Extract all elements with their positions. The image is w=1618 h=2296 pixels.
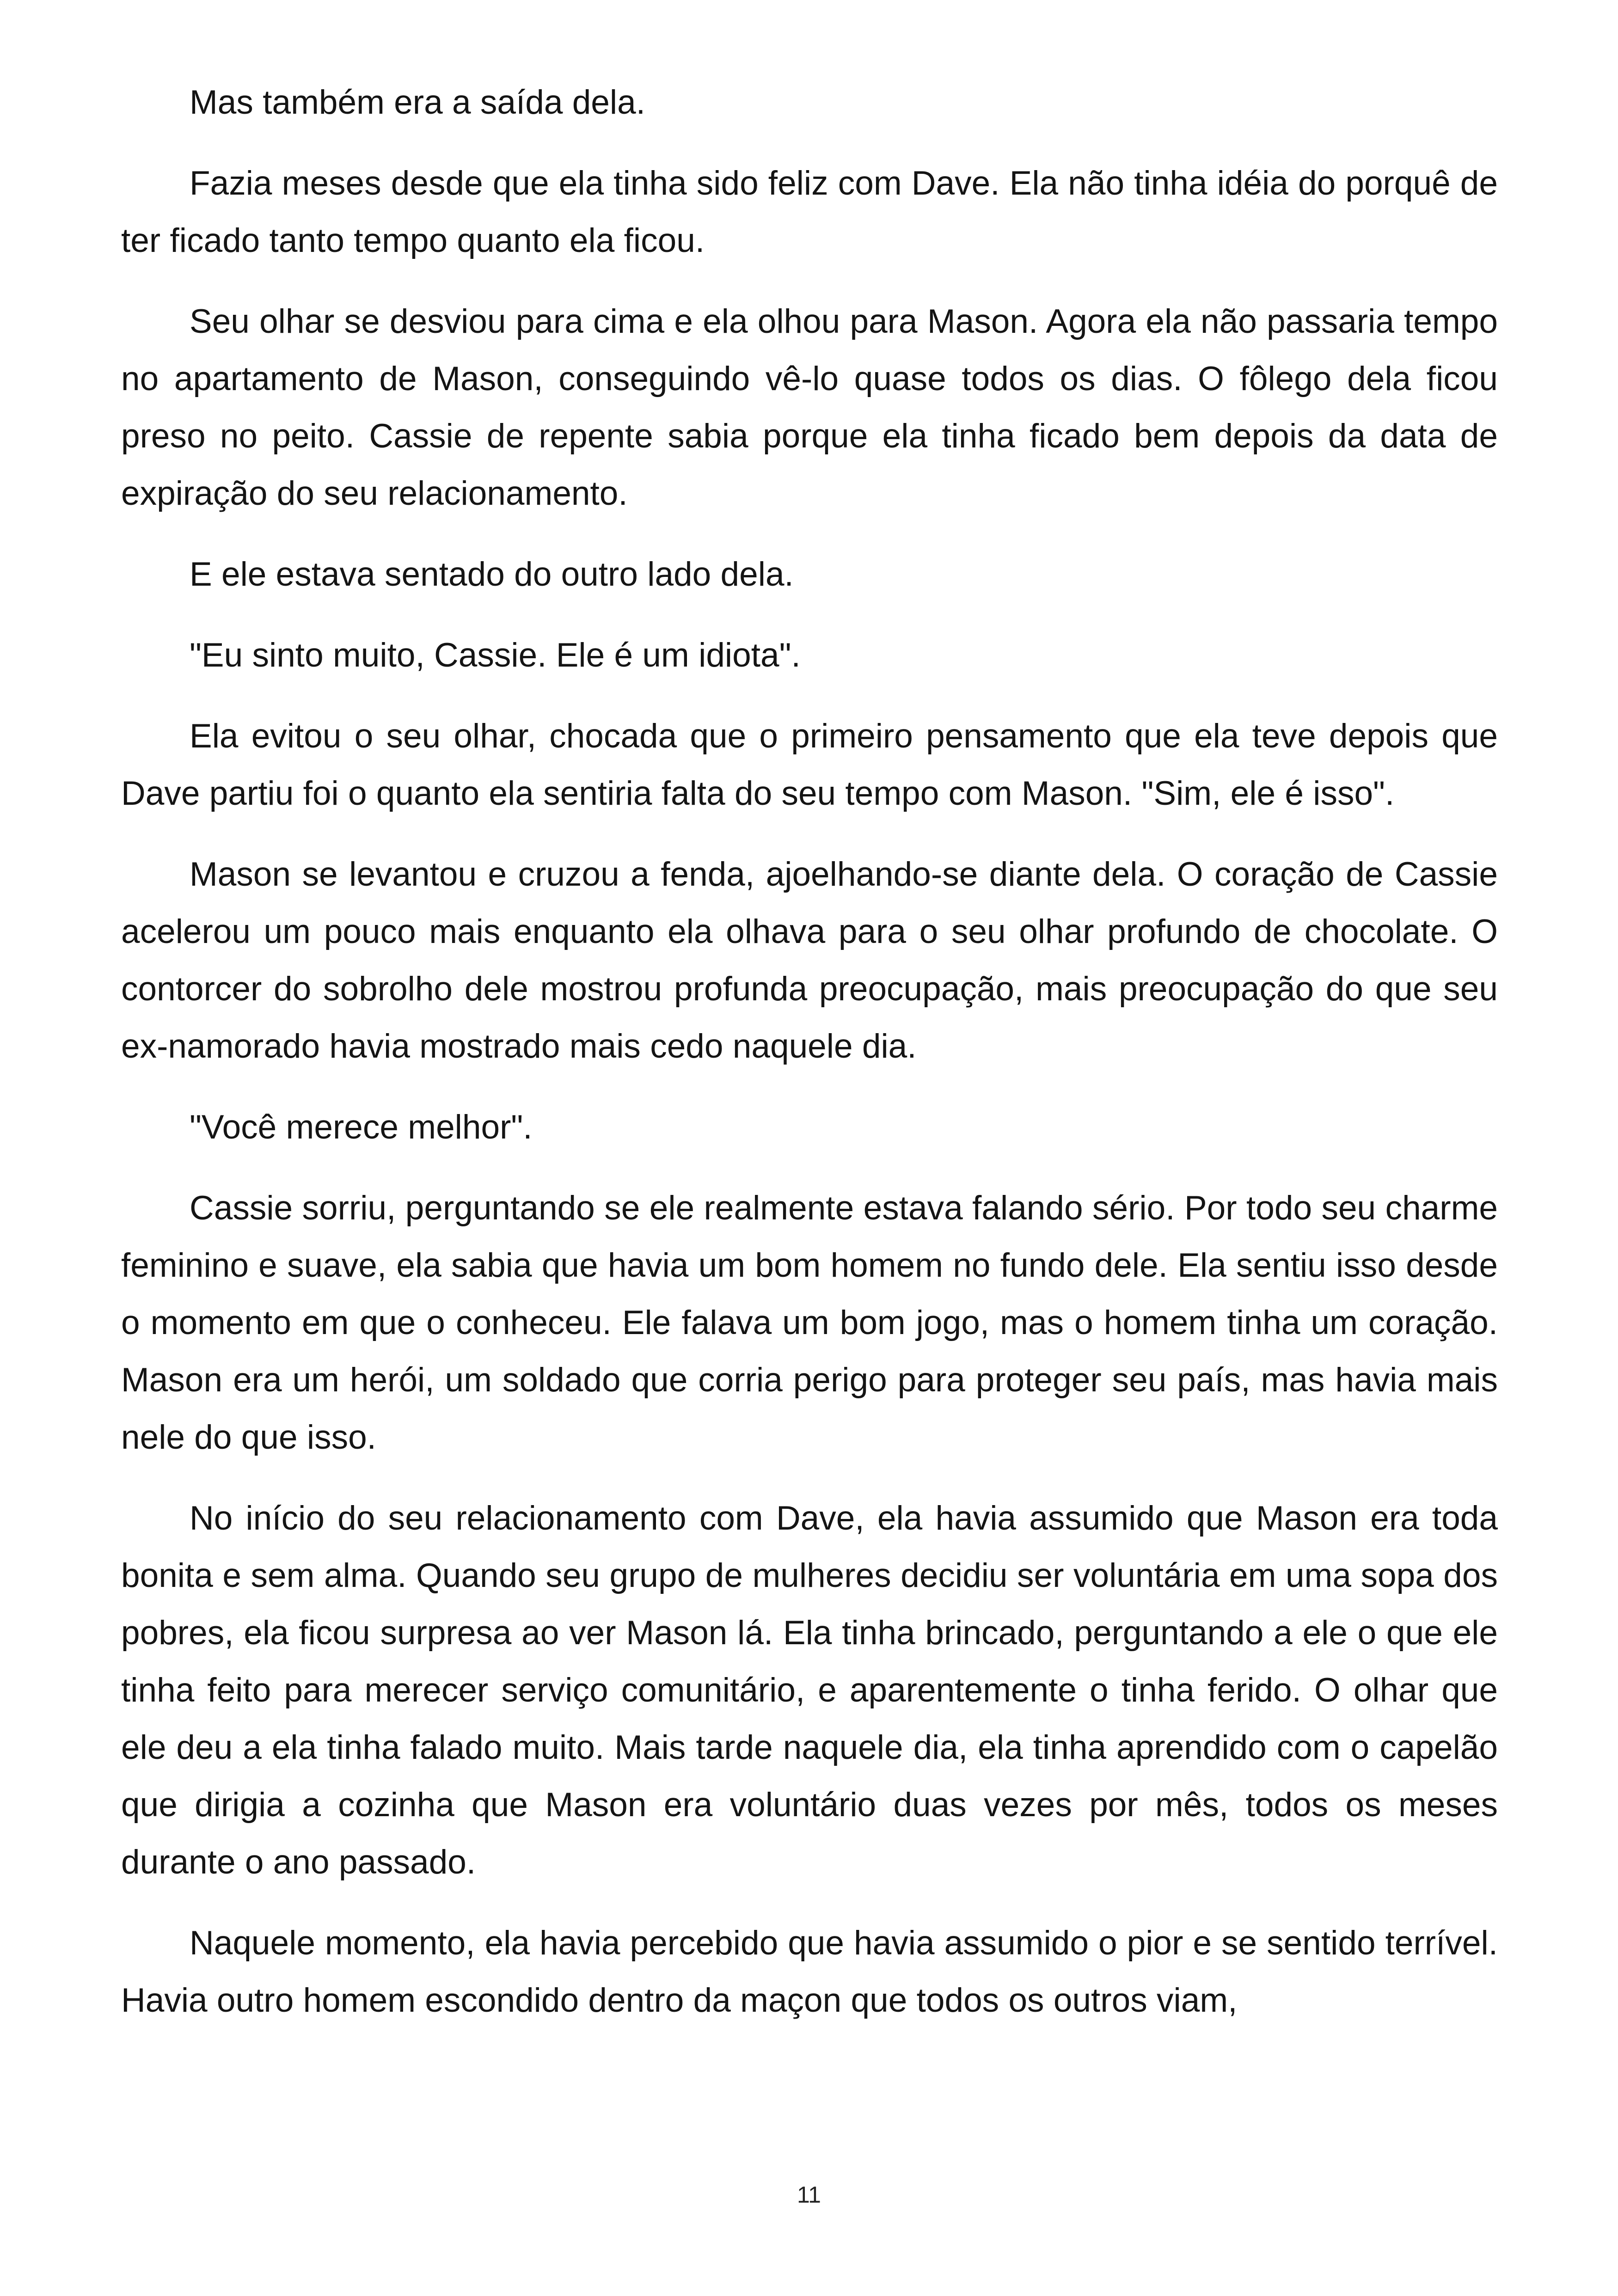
paragraph: Mas também era a saída dela. [190, 84, 645, 121]
paragraph: Fazia meses desde que ela tinha sido feliz com Dave. Ela não tinha idéia do porquê de ter ficado tanto tempo quanto ela ficou. [121, 165, 1498, 259]
paragraph: Mason se levantou e cruzou a fenda, ajoelhando-se diante dela. O coração de Cassie acelerou um pouco mais enquanto ela olhava para o seu olhar profundo de chocolate. O contorcer do sobrolho dele mostrou profunda preocupação, mais preocupação do que seu ex-namorado havia mostrado mais cedo naquele dia. [121, 856, 1498, 1065]
paragraph: E ele estava sentado do outro lado dela. [190, 556, 794, 593]
paragraph: Ela evitou o seu olhar, chocada que o primeiro pensamento que ela teve depois que Dave partiu foi o quanto ela sentiria falta do seu tempo com Mason. "Sim, ele é isso". [121, 717, 1498, 812]
paragraph: "Eu sinto muito, Cassie. Ele é um idiota". [190, 637, 801, 674]
body-text [121, 74, 1498, 2053]
page-number: 11 [797, 2182, 821, 2208]
paragraph: No início do seu relacionamento com Dave, ela havia assumido que Mason era toda bonita e sem alma. Quando seu grupo de mulheres decidiu ser voluntária em uma sopa dos pobres, ela ficou surpresa ao ver Mason lá. Ela tinha brincado, perguntando a ele o que ele tinha feito para merecer serviço comunitário, e aparentemente o tinha ferido. O olhar que ele deu a ela tinha falado muito. Mais tarde naquele dia, ela tinha aprendido com o capelão que dirigia a cozinha que Mason era voluntário duas vezes por mês, todos os meses durante o ano passado. [121, 1500, 1498, 1881]
paragraph: Naquele momento, ela havia percebido que havia assumido o pior e se sentido terrível. Havia outro homem escondido dentro da maçon que todos os outros viam, [121, 1924, 1498, 2019]
paragraph: "Você merece melhor". [190, 1108, 533, 1146]
paragraph: Seu olhar se desviou para cima e ela olhou para Mason. Agora ela não passaria tempo no apartamento de Mason, conseguindo vê-lo quase todos os dias. O fôlego dela ficou preso no peito. Cassie de repente sabia porque ela tinha ficado bem depois da data de expiração do seu relacionamento. [121, 303, 1498, 512]
paragraph: Cassie sorriu, perguntando se ele realmente estava falando sério. Por todo seu charme feminino e suave, ela sabia que havia um bom homem no fundo dele. Ela sentiu isso desde o momento em que o conheceu. Ele falava um bom jogo, mas o homem tinha um coração. Mason era um herói, um soldado que corria perigo para proteger seu país, mas havia mais nele do que isso. [121, 1189, 1498, 1456]
